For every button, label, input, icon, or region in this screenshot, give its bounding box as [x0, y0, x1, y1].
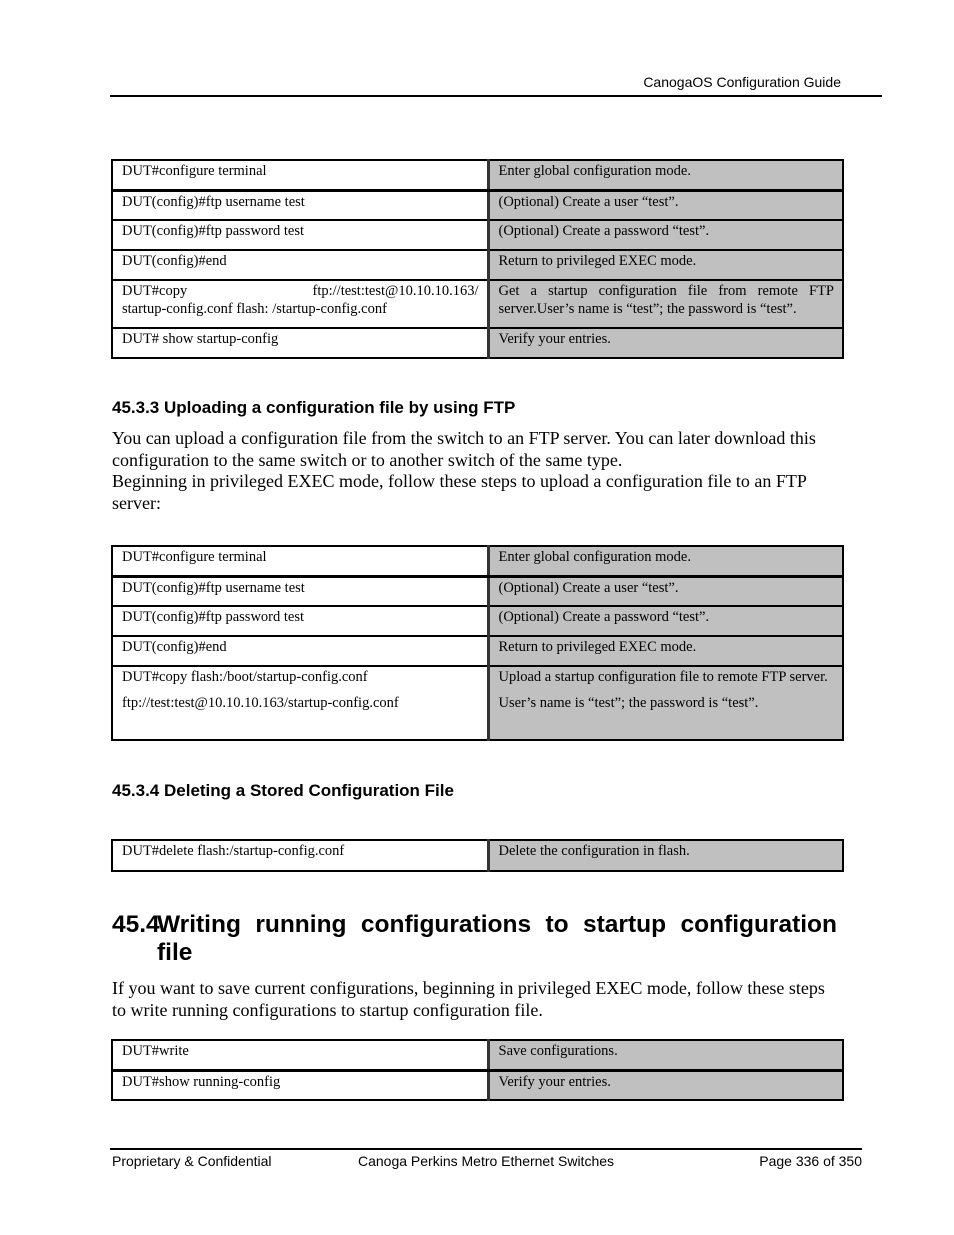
command-part: startup-config.conf flash: /startup-config.conf	[122, 301, 387, 317]
body-paragraph: If you want to save current configurations, beginning in privileged EXEC mode, follow these steps to write running configurations to startup configuration file.	[112, 978, 825, 1020]
description-cell: Enter global configuration mode.	[488, 160, 843, 190]
footer-page-number: Page 336 of 350	[759, 1153, 862, 1169]
command-part: DUT#copy	[122, 283, 188, 299]
command-cell: DUT(config)#ftp username test	[112, 190, 488, 220]
description-cell: (Optional) Create a user “test”.	[488, 190, 843, 220]
description-cell: Get a startup configuration file from remote FTP server.User’s name is “test”; the password is “test”.	[488, 280, 843, 328]
command-part: DUT#copy flash:/boot/startup-config.conf	[122, 669, 368, 685]
section-title-line: file	[157, 939, 193, 966]
command-cell: DUT(config)#ftp username test	[112, 576, 488, 606]
table-row	[112, 666, 843, 740]
table-row	[112, 250, 843, 280]
table-row	[112, 220, 843, 250]
command-cell: DUT#show running-config	[112, 1070, 488, 1100]
command-cell: DUT#write	[112, 1040, 488, 1070]
command-part: ftp://test:test@10.10.10.163/	[312, 283, 479, 299]
section-heading-45-3-4: 45.3.4 Deleting a Stored Configuration File	[112, 781, 454, 800]
footer-left: Proprietary & Confidential	[112, 1153, 272, 1169]
description-cell: Verify your entries.	[488, 1070, 843, 1100]
description-part: User’s name is “test”; the password is “test”.	[498, 695, 759, 711]
body-paragraph: Beginning in privileged EXEC mode, follow these steps to upload a configuration file to an FTP server:	[112, 471, 807, 513]
description-cell: Enter global configuration mode.	[488, 546, 843, 576]
description-cell: (Optional) Create a password “test”.	[488, 220, 843, 250]
footer-rule	[110, 1148, 862, 1150]
command-cell: DUT#delete flash:/startup-config.conf	[112, 840, 488, 871]
command-cell: DUT#configure terminal	[112, 546, 488, 576]
header-rule	[110, 95, 882, 97]
command-cell	[112, 280, 488, 328]
description-cell: (Optional) Create a password “test”.	[488, 606, 843, 636]
table-row	[112, 546, 843, 576]
table-row	[112, 160, 843, 190]
description-cell: Verify your entries.	[488, 328, 843, 358]
command-cell: DUT(config)#ftp password test	[112, 220, 488, 250]
section-title-line: Writing running configurations to startup configuration	[157, 911, 837, 938]
ftp-upload-command-table	[111, 545, 844, 741]
body-paragraph: You can upload a configuration file from the switch to an FTP server. You can later download this configuration to the same switch or to another switch of the same type.	[112, 428, 816, 470]
description-cell: Return to privileged EXEC mode.	[488, 250, 843, 280]
section-heading-45-3-3: 45.3.3 Uploading a configuration file by using FTP	[112, 398, 516, 417]
section-number: 45.4	[112, 911, 160, 938]
command-cell	[112, 666, 488, 740]
table-row	[112, 328, 843, 358]
footer-center: Canoga Perkins Metro Ethernet Switches	[358, 1153, 615, 1169]
write-config-command-table	[111, 1039, 844, 1101]
running-header: CanogaOS Configuration Guide	[643, 74, 841, 90]
command-cell: DUT(config)#end	[112, 250, 488, 280]
command-part: ftp://test:test@10.10.10.163/startup-config.conf	[122, 695, 399, 711]
ftp-download-command-table	[111, 159, 844, 359]
command-cell: DUT(config)#end	[112, 636, 488, 666]
description-cell: Delete the configuration in flash.	[488, 840, 843, 871]
description-cell: Return to privileged EXEC mode.	[488, 636, 843, 666]
table-row	[112, 606, 843, 636]
description-part: Upload a startup configuration file to remote FTP server.	[498, 669, 828, 685]
table-row	[112, 1040, 843, 1070]
table-row	[112, 636, 843, 666]
table-row	[112, 280, 843, 328]
table-row	[112, 840, 843, 871]
command-cell: DUT# show startup-config	[112, 328, 488, 358]
command-cell: DUT#configure terminal	[112, 160, 488, 190]
description-cell: Save configurations.	[488, 1040, 843, 1070]
section-heading-45-4	[112, 911, 842, 967]
table-row	[112, 190, 843, 220]
table-row	[112, 576, 843, 606]
description-cell	[488, 666, 843, 740]
description-cell: (Optional) Create a user “test”.	[488, 576, 843, 606]
command-cell: DUT(config)#ftp password test	[112, 606, 488, 636]
table-row	[112, 1070, 843, 1100]
delete-config-command-table	[111, 839, 844, 872]
